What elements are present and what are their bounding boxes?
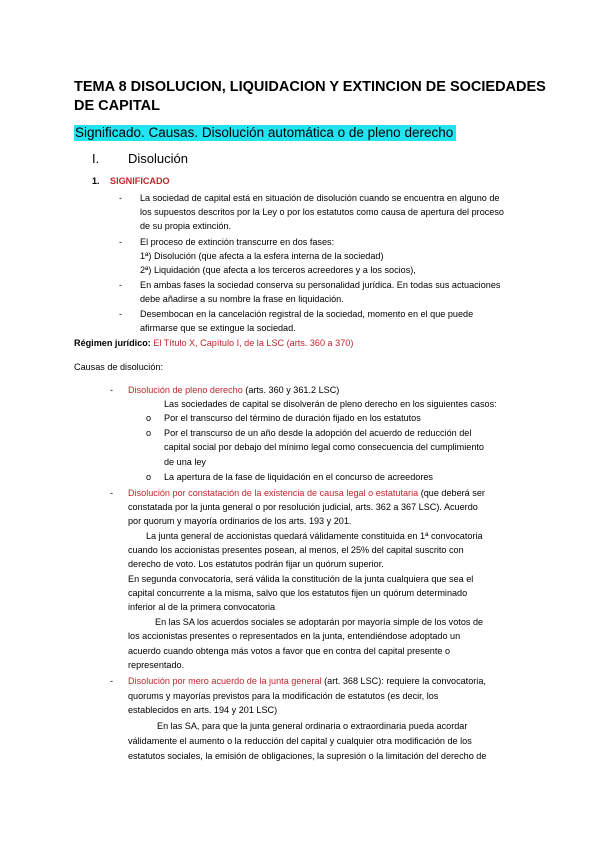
constatacion-title: Disolución por constatación de la existencia de causa legal o estatutaria [128,488,419,498]
paragraph-line: inferior al de la primera convocatoria [128,602,276,612]
section-heading: Disolución [128,151,188,166]
document-title-line2: DE CAPITAL [74,98,160,114]
list-item: Por el transcurso del término de duración fijado en los estatutos [164,413,421,423]
highlighted-heading [74,124,456,142]
constatacion-heading [128,486,485,500]
mero-acuerdo-rest: : requiere la convocatoria, [381,676,486,686]
bullet-dash: - [110,385,114,395]
paragraph-line: por quorum y mayoría ordinarios de los arts. 193 y 201. [128,516,352,526]
paragraph-line: establecidos en arts. 194 y 201 LSC) [128,705,278,715]
paragraph-line: capital concurrente a la misma, salvo que los estatutos fijen un quórum determinado [128,588,468,598]
bullet-dash: - [110,488,114,498]
list-item: de una ley [164,457,206,467]
paragraph-line: constatada por la junta general o por resolución judicial, arts. 362 a 367 LSC). Acuerdo [128,502,478,512]
paragraph-line: válidamente el aumento o la reducción del capital y cualquier otra modificación de los [128,736,472,746]
regimen-juridico [74,336,353,350]
paragraph-line: acuerdo cuando obtenga más votos a favor que en contra del capital presente o [128,646,451,656]
paragraph-line: derecho de voto. Los estatutos podrán fijar un quórum superior. [128,559,384,569]
paragraph-line: La junta general de accionistas quedará válidamente constituida en 1ª convocatoria [146,531,483,541]
bullet-dash: - [110,676,114,686]
paragraph-line: los accionistas presentes o representados en la junta, entendiéndose adoptado un [128,631,461,641]
paragraph-line: quorums y mayorías previstos para la modificación de estatutos (es decir, los [128,691,439,701]
paragraph-line: 1ª) Disolución (que afecta a la esfera interna de la sociedad) [140,251,384,261]
paragraph-line: Las sociedades de capital se disolverán de pleno derecho en los siguientes casos: [164,399,497,409]
paragraph-line: En segunda convocatoria, será válida la constitución de la junta cualquiera que sea el [128,574,474,584]
paragraph-line: representado. [128,660,185,670]
list-item: capital social por debajo del mínimo legal como consecuencia del cumplimiento [164,442,484,452]
paragraph-line: La sociedad de capital está en situación de disolución cuando se encuentra en alguno de [140,193,500,203]
regimen-label: Régimen jurídico: [74,338,151,348]
paragraph-line: En las SA los acuerdos sociales se adoptarán por mayoría simple de los votos de [155,617,484,627]
mero-acuerdo-ref: (art. 368 LSC) [321,676,382,686]
bullet-circle: o [146,413,152,423]
bullet-dash: - [119,309,123,319]
bullet-dash: - [119,193,123,203]
paragraph-line: Desembocan en la cancelación registral de la sociedad, momento en el que puede [140,309,474,319]
paragraph-line: En ambas fases la sociedad conserva su personalidad jurídica. En todas sus actuaciones [140,280,501,290]
paragraph-line: debe añadirse a su nombre la frase en liquidación. [140,294,344,304]
pleno-derecho-title: Disolución de pleno derecho [128,385,243,395]
bullet-circle: o [146,472,152,482]
subsection-number: 1. [92,176,100,186]
constatacion-rest: (que deberá ser [418,488,485,498]
paragraph-line: los supuestos descritos por la Ley o por los estatutos como causa de apertura del proceso [140,207,504,217]
subsection-heading: SIGNIFICADO [110,176,170,186]
regimen-value: El Título X, Capítulo I, de la LSC (arts. 360 a 370) [153,338,354,348]
pleno-derecho-heading [128,383,339,397]
highlighted-heading-text: Significado. Causas. Disolución automática o de pleno derecho [74,125,456,141]
paragraph-line: estatutos sociales, la emisión de obligaciones, la supresión o la limitación del derecho de [128,751,487,761]
bullet-dash: - [119,237,123,247]
paragraph-line: afirmarse que se extingue la sociedad. [140,323,296,333]
bullet-circle: o [146,428,152,438]
document-title-line1: TEMA 8 DISOLUCION, LIQUIDACION Y EXTINCION DE SOCIEDADES [74,79,546,95]
bullet-dash: - [119,280,123,290]
mero-acuerdo-heading [128,674,486,688]
list-item: La apertura de la fase de liquidación en el concurso de acreedores [164,472,433,482]
mero-acuerdo-title: Disolución por mero acuerdo de la junta general [128,676,322,686]
paragraph-line: El proceso de extinción transcurre en dos fases: [140,237,335,247]
causas-heading: Causas de disolución: [74,362,163,372]
paragraph-line: En las SA, para que la junta general ordinaria o extraordinaria pueda acordar [157,721,468,731]
paragraph-line: cuando los accionistas presentes posean, al menos, el 25% del capital suscrito con [128,545,464,555]
section-number: I. [92,151,100,166]
list-item: Por el transcurso de un año desde la adopción del acuerdo de reducción del [164,428,472,438]
pleno-derecho-ref: (arts. 360 y 361.2 LSC) [242,385,340,395]
paragraph-line: 2ª) Liquidación (que afecta a los terceros acreedores y a los socios), [140,265,416,275]
paragraph-line: de su propia extinción. [140,221,231,231]
